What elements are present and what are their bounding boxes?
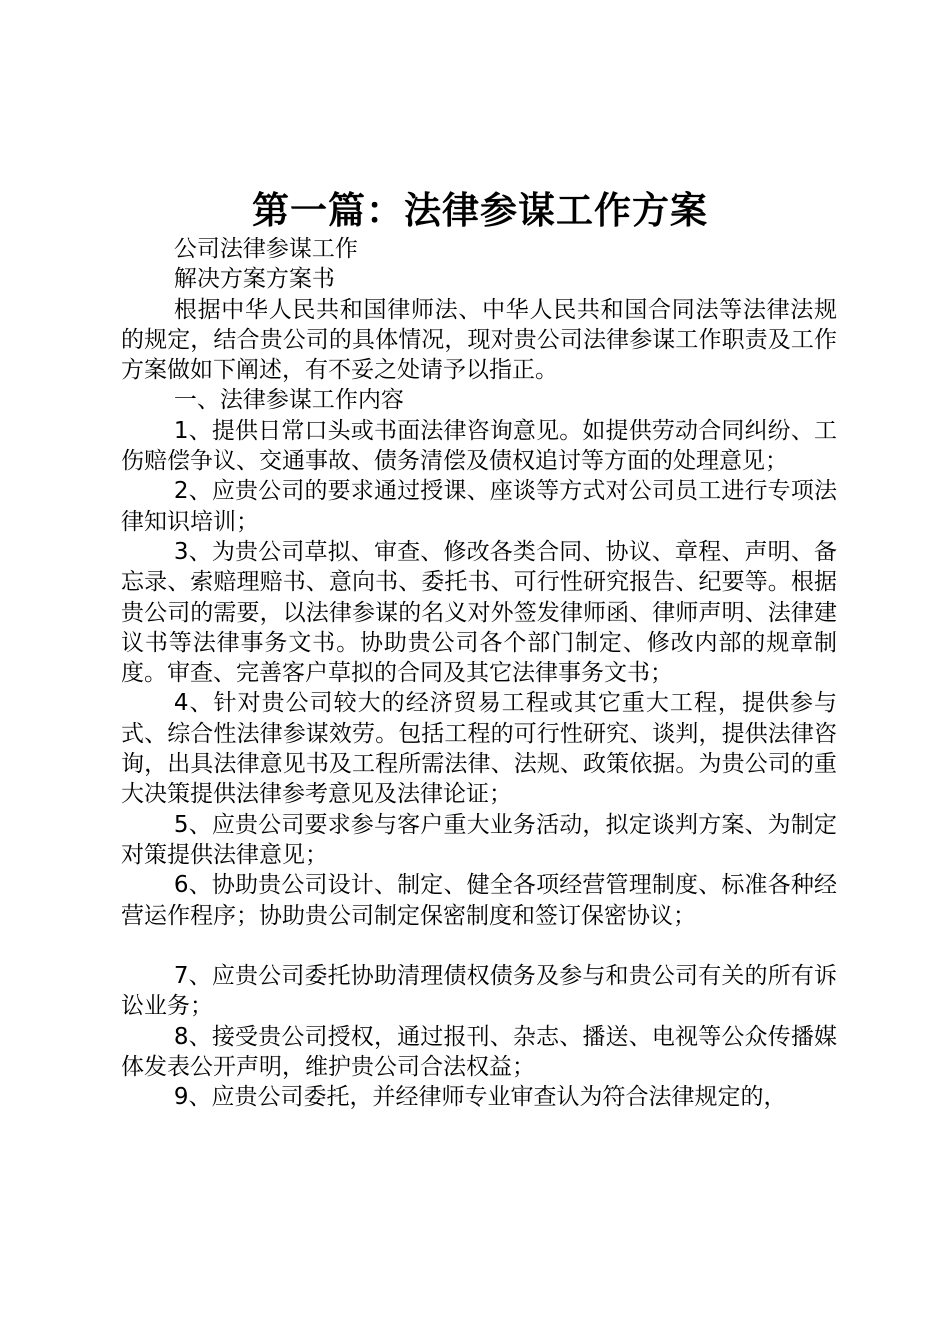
list-item: 9、应贵公司委托，并经律师专业审查认为符合法律规定的， xyxy=(173,1084,787,1111)
list-item: 3、为贵公司草拟、审查、修改各类合同、协议、章程、声明、备忘录、索赔理赔书、意向书、委托书、可行性研究报告、纪要等。根据贵公司的需要，以法律参谋的名义对外签发律师函、律师声明、法律建议书等法律事务文书。协助贵公司各个部门制定、修改内部的规章制度。审查、完善客户草拟的合同及其它法律事务文书； xyxy=(121,538,837,687)
list-item: 7、应贵公司委托协助清理债权债务及参与和贵公司有关的所有诉讼业务； xyxy=(121,963,837,1020)
document-body xyxy=(121,234,837,1113)
paragraph: 公司法律参谋工作 xyxy=(173,236,358,262)
list-item: 4、针对贵公司较大的经济贸易工程或其它重大工程，提供参与式、综合性法律参谋效劳。包括工程的可行性研究、谈判，提供法律咨询，出具法律意见书及工程所需法律、法规、政策依据。为贵公司的重大决策提供法律参考意见及法律论证； xyxy=(121,690,837,808)
section-heading: 一、法律参谋工作内容 xyxy=(173,387,404,414)
paragraph: 解决方案方案书 xyxy=(173,266,335,293)
list-item: 6、协助贵公司设计、制定、健全各项经营管理制度、标准各种经营运作程序；协助贵公司制定保密制度和签订保密协议； xyxy=(121,872,837,929)
blank-line xyxy=(121,931,837,961)
list-item: 1、提供日常口头或书面法律咨询意见。如提供劳动合同纠纷、工伤赔偿争议、交通事故、债务清偿及债权追讨等方面的处理意见； xyxy=(121,417,837,475)
list-item: 8、接受贵公司授权，通过报刊、杂志、播送、电视等公众传播媒体发表公开声明，维护贵公司合法权益； xyxy=(121,1023,837,1081)
paragraph: 根据中华人民共和国律师法、中华人民共和国合同法等法律法规的规定，结合贵公司的具体情况，现对贵公司法律参谋工作职责及工作方案做如下阐述，有不妥之处请予以指正。 xyxy=(121,296,837,384)
list-item: 2、应贵公司的要求通过授课、座谈等方式对公司员工进行专项法律知识培训； xyxy=(121,478,837,535)
document-title: 第一篇：法律参谋工作方案 xyxy=(252,188,708,232)
list-item: 5、应贵公司要求参与客户重大业务活动，拟定谈判方案、为制定对策提供法律意见； xyxy=(121,811,837,868)
